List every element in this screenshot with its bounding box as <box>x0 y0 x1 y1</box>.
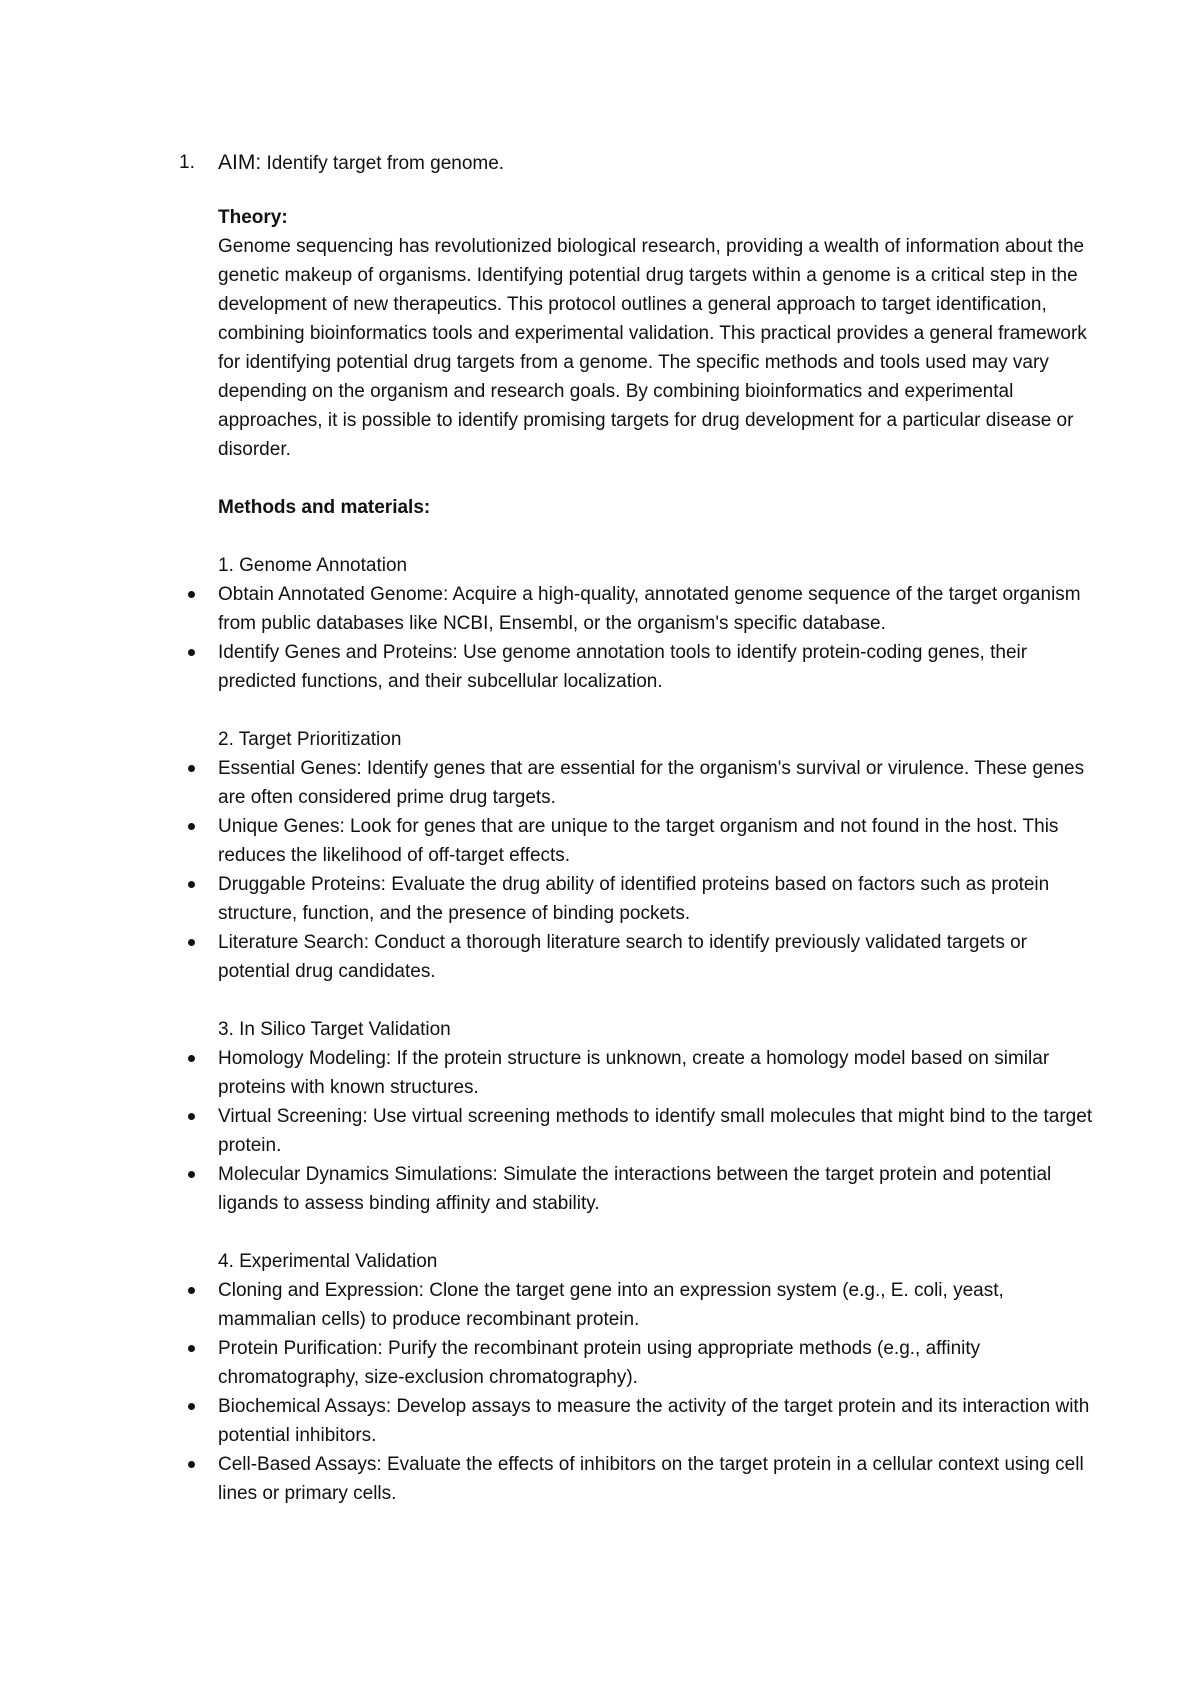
aim-statement <box>218 148 504 178</box>
bullet-list <box>218 580 1098 696</box>
aim-label: AIM: <box>218 151 262 174</box>
list-item: Druggable Proteins: Evaluate the drug ability of identified proteins based on factors such as protein structure, function, and the presence of binding pockets. <box>218 870 1098 928</box>
list-item: Molecular Dynamics Simulations: Simulate the interactions between the target protein and potential ligands to assess binding affinity and stability. <box>218 1160 1098 1218</box>
list-item: Unique Genes: Look for genes that are unique to the target organism and not found in the host. This reduces the likelihood of off-target effects. <box>218 812 1098 870</box>
list-item: Essential Genes: Identify genes that are essential for the organism's survival or virulence. These genes are often considered prime drug targets. <box>218 754 1098 812</box>
document-body <box>218 203 1098 1508</box>
list-item: Protein Purification: Purify the recombinant protein using appropriate methods (e.g., affinity chromatography, size-exclusion chromatography). <box>218 1334 1098 1392</box>
list-item: Cell-Based Assays: Evaluate the effects of inhibitors on the target protein in a cellular context using cell lines or primary cells. <box>218 1450 1098 1508</box>
section-experimental-validation <box>218 1247 1098 1508</box>
theory-paragraph: Genome sequencing has revolutionized biological research, providing a wealth of information about the genetic makeup of organisms. Identifying potential drug targets within a genome is a critical step in the development of new therapeutics. This protocol outlines a general approach to target identification, combining bioinformatics tools and experimental validation. This practical provides a general framework for identifying potential drug targets from a genome. The specific methods and tools used may vary depending on the organism and research goals. By combining bioinformatics and experimental approaches, it is possible to identify promising targets for drug development for a particular disease or disorder. <box>218 236 1087 460</box>
section-title: 2. Target Prioritization <box>218 729 402 750</box>
list-item: Cloning and Expression: Clone the target gene into an expression system (e.g., E. coli, yeast, mammalian cells) to produce recombinant protein. <box>218 1276 1098 1334</box>
bullet-list <box>218 1044 1098 1218</box>
section-target-prioritization <box>218 725 1098 986</box>
list-item: Obtain Annotated Genome: Acquire a high-quality, annotated genome sequence of the target organism from public databases like NCBI, Ensembl, or the organism's specific database. <box>218 580 1098 638</box>
section-title: 4. Experimental Validation <box>218 1251 438 1272</box>
section-genome-annotation <box>218 551 1098 696</box>
methods-heading: Methods and materials: <box>218 497 431 518</box>
bullet-list <box>218 754 1098 986</box>
theory-heading: Theory: <box>218 207 288 228</box>
list-item: Literature Search: Conduct a thorough literature search to identify previously validated targets or potential drug candidates. <box>218 928 1098 986</box>
aim-list-number: 1. <box>179 152 195 173</box>
list-item: Homology Modeling: If the protein structure is unknown, create a homology model based on similar proteins with known structures. <box>218 1044 1098 1102</box>
section-title: 1. Genome Annotation <box>218 555 408 576</box>
list-item: Biochemical Assays: Develop assays to measure the activity of the target protein and its interaction with potential inhibitors. <box>218 1392 1098 1450</box>
list-item: Identify Genes and Proteins: Use genome annotation tools to identify protein-coding genes, their predicted functions, and their subcellular localization. <box>218 638 1098 696</box>
list-item: Virtual Screening: Use virtual screening methods to identify small molecules that might bind to the target protein. <box>218 1102 1098 1160</box>
section-in-silico-validation <box>218 1015 1098 1218</box>
aim-text: Identify target from genome. <box>266 153 505 174</box>
section-title: 3. In Silico Target Validation <box>218 1019 451 1040</box>
bullet-list <box>218 1276 1098 1508</box>
